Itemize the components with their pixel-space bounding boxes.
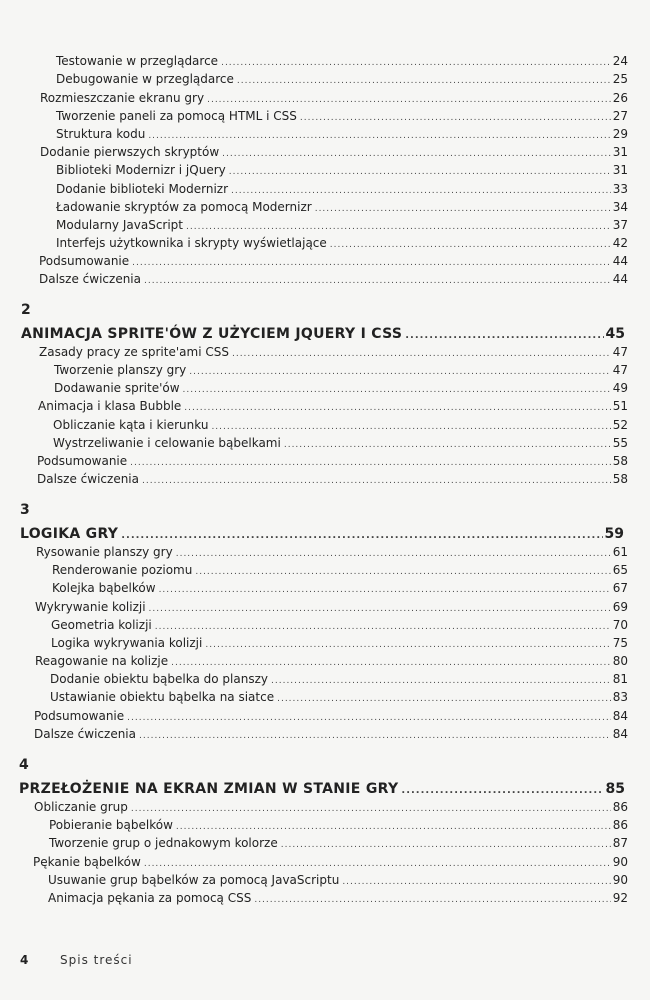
leader-dots (271, 674, 611, 689)
leader-dots (281, 838, 611, 853)
leader-dots (184, 401, 610, 416)
toc-entry[interactable] (38, 399, 628, 415)
toc-entry[interactable] (34, 727, 628, 743)
entry-title: Podsumowanie (34, 709, 125, 723)
entry-page: 61 (612, 545, 628, 559)
toc-entry[interactable] (56, 236, 628, 252)
entry-page: 90 (612, 855, 628, 869)
toc-entry[interactable] (56, 200, 628, 216)
entry-title: Modularny JavaScript (56, 218, 184, 232)
toc-entry[interactable] (37, 454, 628, 470)
leader-dots (405, 327, 603, 345)
toc-entry[interactable] (35, 600, 628, 616)
entry-page: 47 (612, 345, 628, 359)
entry-page: 29 (612, 127, 628, 141)
chapter-number: 3 (20, 502, 30, 518)
entry-page: 80 (612, 654, 628, 668)
entry-page: 86 (612, 800, 628, 814)
chapter-title-entry[interactable] (21, 325, 625, 343)
leader-dots (195, 565, 610, 580)
entry-title: Tworzenie paneli za pomocą HTML i CSS (56, 109, 297, 123)
toc-entry[interactable] (37, 472, 628, 488)
chapter-title: LOGIKA GRY (20, 526, 119, 542)
entry-page: 24 (612, 54, 628, 68)
footer-label: Spis treści (60, 953, 133, 967)
entry-title: Dalsze ćwiczenia (39, 272, 141, 286)
toc-entry[interactable] (56, 218, 628, 234)
leader-dots (401, 782, 603, 800)
entry-page: 83 (612, 690, 628, 704)
leader-dots (121, 527, 602, 545)
toc-entry[interactable] (56, 72, 628, 88)
entry-title: Renderowanie poziomu (52, 563, 193, 577)
toc-entry[interactable] (51, 618, 628, 634)
entry-page: 65 (612, 563, 628, 577)
leader-dots (300, 111, 611, 126)
entry-page: 26 (612, 91, 628, 105)
leader-dots (315, 202, 611, 217)
leader-dots (342, 875, 610, 890)
leader-dots (231, 184, 611, 199)
entry-title: Obliczanie kąta i kierunku (53, 418, 209, 432)
entry-page: 86 (612, 818, 628, 832)
entry-page: 47 (612, 363, 628, 377)
entry-title: Animacja pękania za pomocą CSS (48, 891, 252, 905)
leader-dots (148, 129, 610, 144)
entry-title: Pobieranie bąbelków (49, 818, 173, 832)
leader-dots (284, 438, 611, 453)
leader-dots (139, 729, 611, 744)
entry-title: Dodawanie sprite'ów (54, 381, 180, 395)
entry-title: Tworzenie grup o jednakowym kolorze (49, 836, 278, 850)
entry-title: Ładowanie skryptów za pomocą Modernizr (56, 200, 312, 214)
toc-entry[interactable] (56, 182, 628, 198)
entry-title: Debugowanie w przeglądarce (56, 72, 234, 86)
toc-entry[interactable] (53, 436, 628, 452)
entry-title: Zasady pracy ze sprite'ami CSS (39, 345, 229, 359)
leader-dots (222, 147, 611, 162)
leader-dots (127, 711, 611, 726)
entry-page: 69 (612, 600, 628, 614)
chapter-page: 85 (605, 781, 625, 797)
entry-page: 44 (612, 272, 628, 286)
chapter-number: 4 (19, 757, 29, 773)
leader-dots (176, 547, 611, 562)
entry-page: 25 (612, 72, 628, 86)
leader-dots (171, 656, 611, 671)
entry-title: Wykrywanie kolizji (35, 600, 146, 614)
entry-title: Dodanie pierwszych skryptów (40, 145, 220, 159)
chapter-number: 2 (21, 302, 31, 318)
leader-dots (130, 456, 611, 471)
leader-dots (207, 93, 611, 108)
entry-title: Reagowanie na kolizje (35, 654, 169, 668)
entry-title: Obliczanie grup (34, 800, 128, 814)
entry-title: Pękanie bąbelków (33, 855, 141, 869)
leader-dots (232, 347, 611, 362)
leader-dots (237, 74, 611, 89)
entry-title: Usuwanie grup bąbelków za pomocą JavaScriptu (48, 873, 340, 887)
toc-entry[interactable] (48, 873, 628, 889)
toc-entry[interactable] (54, 363, 628, 379)
entry-page: 67 (612, 581, 628, 595)
chapter-page: 45 (605, 326, 625, 342)
leader-dots (176, 820, 611, 835)
toc-entry[interactable] (39, 272, 628, 288)
leader-dots (144, 274, 611, 289)
toc-entry[interactable] (54, 381, 628, 397)
entry-page: 44 (612, 254, 628, 268)
toc-entry[interactable] (34, 800, 628, 816)
toc-entry[interactable] (50, 672, 628, 688)
entry-title: Dodanie obiektu bąbelka do planszy (50, 672, 268, 686)
entry-title: Podsumowanie (39, 254, 130, 268)
chapter-title-entry[interactable] (20, 525, 624, 543)
entry-title: Logika wykrywania kolizji (51, 636, 203, 650)
leader-dots (254, 893, 610, 908)
leader-dots (186, 220, 611, 235)
entry-page: 49 (612, 381, 628, 395)
leader-dots (155, 620, 611, 635)
entry-page: 81 (612, 672, 628, 686)
entry-title: Tworzenie planszy gry (54, 363, 187, 377)
toc-entry[interactable] (40, 91, 628, 107)
entry-title: Ustawianie obiektu bąbelka na siatce (50, 690, 275, 704)
toc-entry[interactable] (56, 54, 628, 70)
chapter-title-entry[interactable] (19, 780, 625, 798)
toc-entry[interactable] (35, 654, 628, 670)
toc-entry[interactable] (39, 254, 628, 270)
entry-page: 42 (612, 236, 628, 250)
leader-dots (330, 238, 611, 253)
entry-title: Geometria kolizji (51, 618, 152, 632)
entry-title: Dodanie biblioteki Modernizr (56, 182, 229, 196)
leader-dots (144, 857, 611, 872)
leader-dots (205, 638, 610, 653)
toc-entry[interactable] (49, 836, 628, 852)
entry-page: 31 (612, 145, 628, 159)
leader-dots (211, 420, 610, 435)
entry-page: 84 (612, 709, 628, 723)
leader-dots (221, 56, 611, 71)
leader-dots (277, 692, 611, 707)
entry-page: 92 (612, 891, 628, 905)
entry-title: Testowanie w przeglądarce (56, 54, 219, 68)
toc-entry[interactable] (34, 709, 628, 725)
toc-entry[interactable] (48, 891, 628, 907)
entry-page: 52 (612, 418, 628, 432)
entry-page: 33 (612, 182, 628, 196)
toc-entry[interactable] (52, 581, 628, 597)
entry-title: Interfejs użytkownika i skrypty wyświetlające (56, 236, 327, 250)
toc-entry[interactable] (56, 109, 628, 125)
toc-entry[interactable] (53, 418, 628, 434)
leader-dots (132, 256, 611, 271)
toc-entry[interactable] (39, 345, 628, 361)
toc-entry[interactable] (56, 163, 628, 179)
entry-title: Dalsze ćwiczenia (34, 727, 136, 741)
toc-entry[interactable] (51, 636, 628, 652)
chapter-title: ANIMACJA SPRITE'ÓW Z UŻYCIEM JQUERY I CSS (21, 326, 403, 342)
entry-page: 87 (612, 836, 628, 850)
entry-title: Biblioteki Modernizr i jQuery (56, 163, 226, 177)
leader-dots (131, 802, 611, 817)
entry-page: 58 (612, 472, 628, 486)
entry-title: Struktura kodu (56, 127, 146, 141)
entry-title: Dalsze ćwiczenia (37, 472, 139, 486)
entry-title: Rysowanie planszy gry (36, 545, 173, 559)
entry-page: 58 (612, 454, 628, 468)
leader-dots (142, 474, 611, 489)
entry-title: Animacja i klasa Bubble (38, 399, 182, 413)
entry-title: Podsumowanie (37, 454, 128, 468)
footer-page-number: 4 (20, 953, 29, 967)
leader-dots (149, 602, 611, 617)
toc-entry[interactable] (36, 545, 628, 561)
entry-page: 51 (612, 399, 628, 413)
leader-dots (229, 165, 611, 180)
entry-page: 34 (612, 200, 628, 214)
leader-dots (183, 383, 611, 398)
toc-entry[interactable] (56, 127, 628, 143)
entry-page: 70 (612, 618, 628, 632)
toc-entry[interactable] (33, 855, 628, 871)
entry-page: 37 (612, 218, 628, 232)
entry-page: 90 (612, 873, 628, 887)
entry-page: 55 (612, 436, 628, 450)
toc-entry[interactable] (40, 145, 628, 161)
entry-page: 84 (612, 727, 628, 741)
entry-page: 27 (612, 109, 628, 123)
entry-title: Kolejka bąbelków (52, 581, 156, 595)
entry-title: Rozmieszczanie ekranu gry (40, 91, 205, 105)
chapter-page: 59 (604, 526, 624, 542)
toc-entry[interactable] (50, 690, 628, 706)
leader-dots (189, 365, 610, 380)
toc-entry[interactable] (52, 563, 628, 579)
leader-dots (159, 583, 611, 598)
toc-entry[interactable] (49, 818, 628, 834)
entry-title: Wystrzeliwanie i celowanie bąbelkami (53, 436, 281, 450)
entry-page: 75 (612, 636, 628, 650)
chapter-title: PRZEŁOŻENIE NA EKRAN ZMIAN W STANIE GRY (19, 781, 399, 797)
entry-page: 31 (612, 163, 628, 177)
